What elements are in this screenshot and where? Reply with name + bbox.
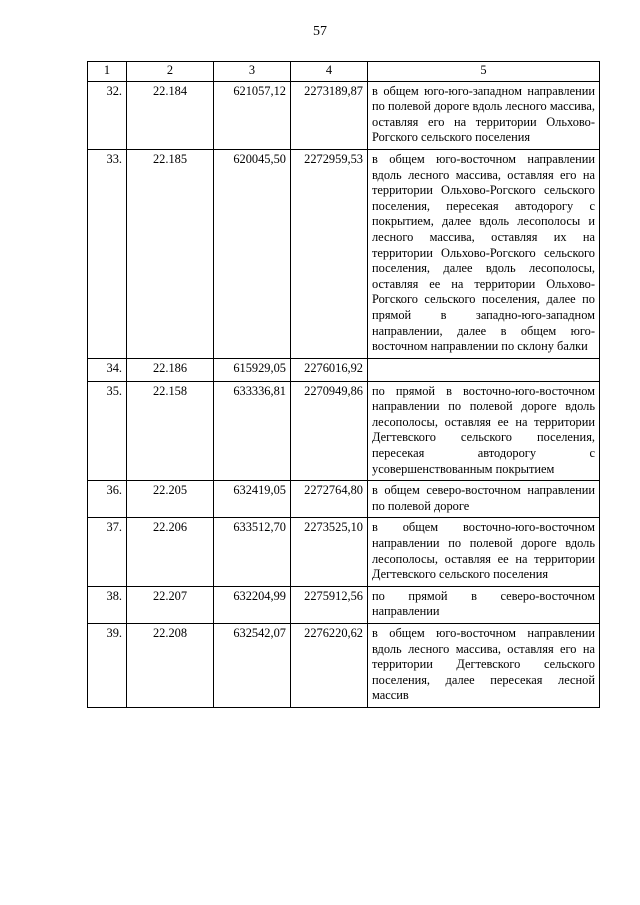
coordinate-y: 2275912,56 [291,586,368,623]
point-id: 22.207 [127,586,214,623]
coordinate-x: 633336,81 [214,381,291,481]
table-row [88,518,600,586]
coordinate-x: 632204,99 [214,586,291,623]
point-id: 22.208 [127,624,214,708]
point-id: 22.184 [127,81,214,149]
coordinate-y: 2273525,10 [291,518,368,586]
route-description [368,358,600,381]
coordinate-y: 2276016,92 [291,358,368,381]
column-header: 2 [127,62,214,82]
table-row [88,81,600,149]
point-id: 22.186 [127,358,214,381]
boundary-description-table [87,61,600,708]
page-number: 57 [313,24,327,39]
table-row [88,586,600,623]
point-id: 22.185 [127,149,214,358]
row-number: 33. [88,149,127,358]
point-id: 22.206 [127,518,214,586]
row-number: 36. [88,481,127,518]
coordinate-x: 621057,12 [214,81,291,149]
row-number: 35. [88,381,127,481]
coordinate-y: 2272764,80 [291,481,368,518]
column-header: 4 [291,62,368,82]
table-header-row [88,62,600,82]
coordinate-y: 2276220,62 [291,624,368,708]
row-number: 32. [88,81,127,149]
column-header: 1 [88,62,127,82]
table-row [88,624,600,708]
row-number: 34. [88,358,127,381]
coordinate-x: 615929,05 [214,358,291,381]
row-number: 38. [88,586,127,623]
row-number: 37. [88,518,127,586]
route-description: по прямой в восточно-юго-восточном направлении по полевой дороге вдоль лесополосы, оставляя ее на территории Дегтевского сельского поселения, пересекая автодорогу с усовершенствованным покрытием [368,381,600,481]
table-row [88,149,600,358]
coordinate-y: 2273189,87 [291,81,368,149]
route-description: в общем юго-восточном направлении вдоль лесного массива, оставляя его на территории Ольхово-Рогского сельского поселения, пересекая автодорогу с покрытием, далее вдоль лесополосы и лесного массива, оставляя их на территории Ольхово-Рогского сельского поселения, далее вдоль лесополосы, оставляя ее на территории Ольхово-Рогского сельского поселения, далее по прямой в западно-юго-западном направлении, далее в общем юго-восточном направлении по склону балки [368,149,600,358]
coordinate-x: 632542,07 [214,624,291,708]
coordinate-y: 2272959,53 [291,149,368,358]
point-id: 22.158 [127,381,214,481]
column-header: 5 [368,62,600,82]
coordinate-x: 632419,05 [214,481,291,518]
row-number: 39. [88,624,127,708]
route-description: в общем восточно-юго-восточном направлении по полевой дороге вдоль лесополосы, оставляя ее на территории Дегтевского сельского поселения [368,518,600,586]
route-description: в общем северо-восточном направлении по полевой дороге [368,481,600,518]
table-row [88,381,600,481]
coordinate-y: 2270949,86 [291,381,368,481]
route-description: в общем юго-юго-западном направлении по полевой дороге вдоль лесного массива, оставляя его на территории Ольхово-Рогского сельского поселения [368,81,600,149]
coordinate-x: 633512,70 [214,518,291,586]
column-header: 3 [214,62,291,82]
route-description: в общем юго-восточном направлении вдоль лесного массива, оставляя его на территории Дегтевского сельского поселения, далее пересекая лесной массив [368,624,600,708]
table-row [88,358,600,381]
route-description: по прямой в северо-восточном направлении [368,586,600,623]
table-row [88,481,600,518]
point-id: 22.205 [127,481,214,518]
coordinate-x: 620045,50 [214,149,291,358]
